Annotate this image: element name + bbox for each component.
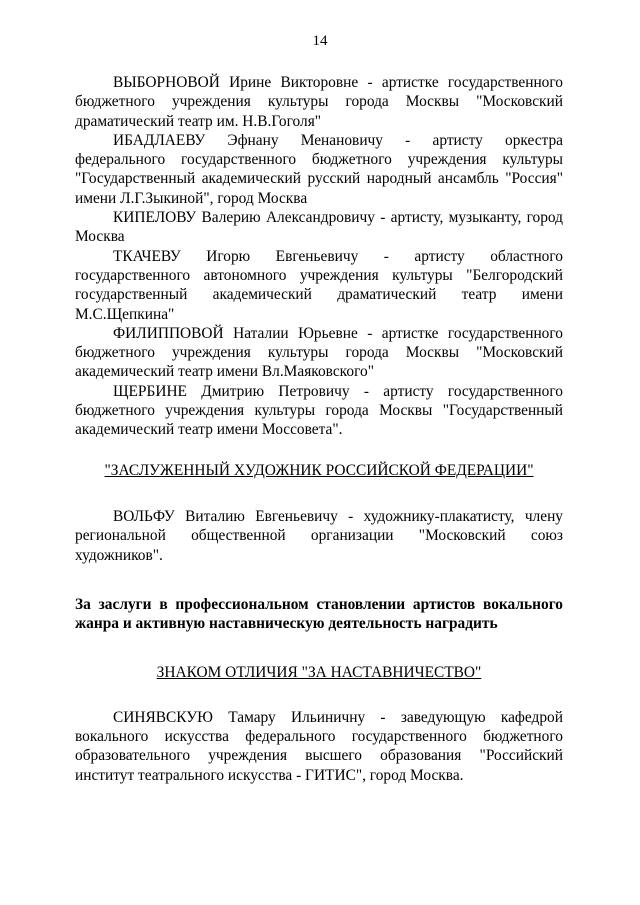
award-entry: ВЫБОРНОВОЙ Ирине Викторовне - артистке государственного бюджетного учреждения культуры города Москвы "Московский драматический театр им. Н.В.Гоголя" (75, 74, 563, 130)
award-entry: СИНЯВСКУЮ Тамару Ильиничну - заведующую кафедрой вокального искусства федерального государственного бюджетного образовательного учреждения высшего образования "Российский институт театрального искусства - ГИТИС", город Москва. (75, 708, 563, 784)
decree-statement: За заслуги в профессиональном становлении артистов вокального жанра и активную наставническую деятельность наградить (75, 595, 563, 633)
award-list-artists (75, 73, 563, 440)
award-list-mentors (75, 708, 563, 785)
award-list-painters (75, 507, 563, 565)
award-entry: ИБАДЛАЕВУ Эфнану Менановичу - артисту оркестра федерального государственного бюджетного учреждения культуры "Государственный академический русский народный ансамбль "Россия" имени Л.Г.Зыкиной", город Москва (75, 131, 563, 207)
award-entry: ВОЛЬФУ Виталию Евгеньевичу - художнику-плакатисту, члену региональной общественной организации "Московский союз художников". (75, 507, 563, 564)
award-entry: ЩЕРБИНЕ Дмитрию Петровичу - артисту государственного бюджетного учреждения культуры города Москвы "Государственный академический театр имени Моссовета". (75, 382, 563, 439)
section-heading-honored-artist: "ЗАСЛУЖЕННЫЙ ХУДОЖНИК РОССИЙСКОЙ ФЕДЕРАЦИИ" (104, 461, 534, 479)
section-heading-mentorship: ЗНАКОМ ОТЛИЧИЯ "ЗА НАСТАВНИЧЕСТВО" (156, 664, 482, 682)
award-entry: ФИЛИППОВОЙ Наталии Юрьевне - артистке государственного бюджетного учреждения культуры города Москвы "Московский академический театр имени Вл.Маяковского" (75, 324, 563, 381)
page-number: 14 (312, 33, 328, 49)
award-entry: ТКАЧЕВУ Игорю Евгеньевичу - артисту областного государственного автономного учреждения культуры "Белгородский государственный академический драматический театр имени М.С.Щепкина" (75, 247, 563, 323)
award-entry: КИПЕЛОВУ Валерию Александровичу - артисту, музыканту, город Москва (75, 209, 563, 246)
document-body (75, 73, 563, 785)
